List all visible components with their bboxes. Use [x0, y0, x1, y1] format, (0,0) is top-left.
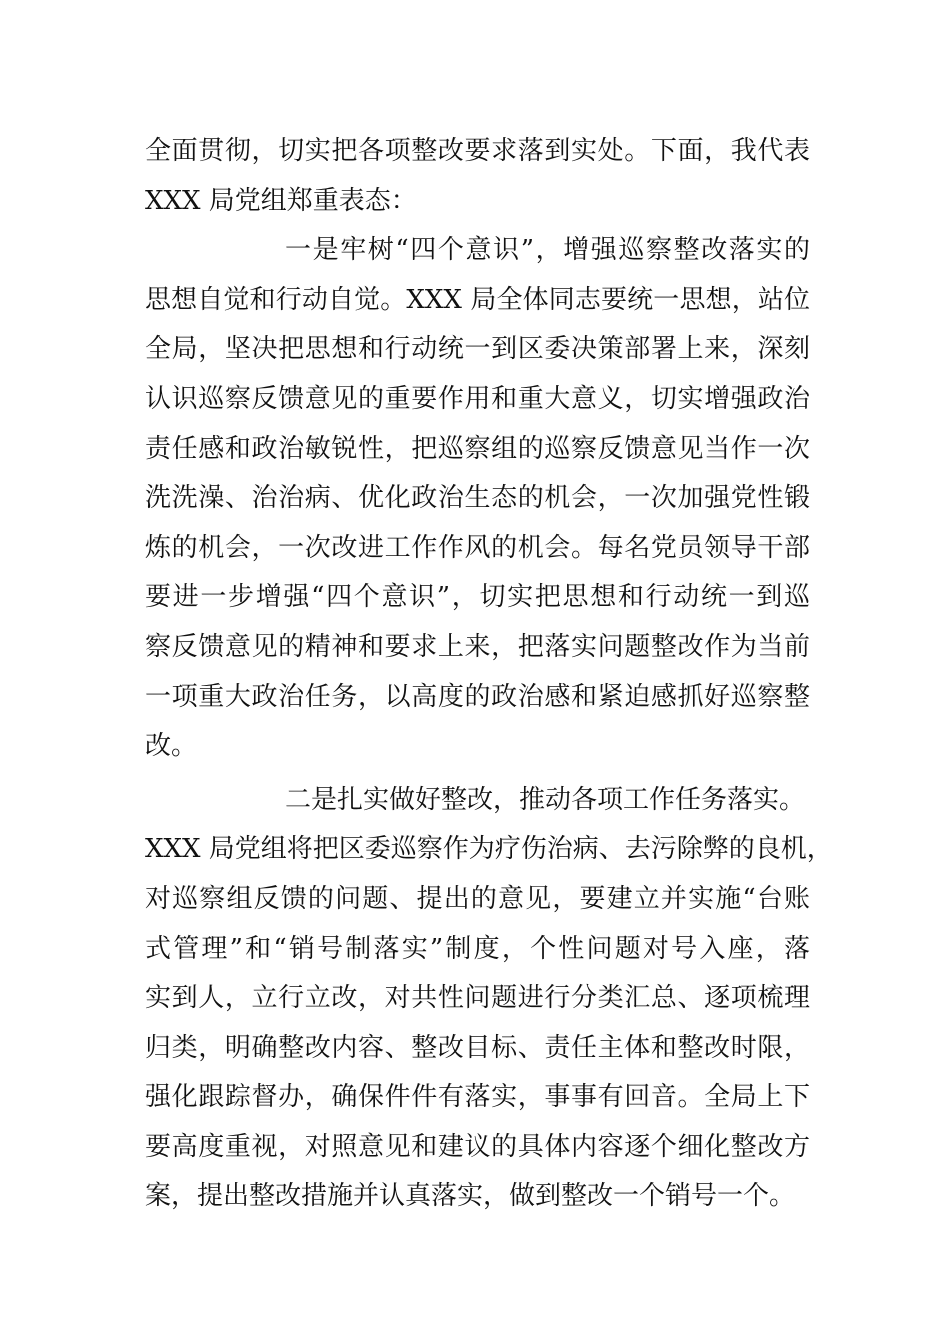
text-line: 洗洗澡、治治病、优化政治生态的机会，一次加强党性锻: [145, 483, 810, 514]
text-line: 案，提出整改措施并认真落实，做到整改一个销号一个。: [145, 1181, 796, 1212]
text-line: 要高度重视，对照意见和建议的具体内容逐个细化整改方: [145, 1131, 810, 1162]
paragraph-intro: [145, 127, 810, 226]
text-line: 察反馈意见的精神和要求上来，把落实问题整改作为当前: [145, 631, 810, 662]
text-line: 全局，坚决把思想和行动统一到区委决策部署上来，深刻: [145, 334, 810, 365]
paragraph-two: [145, 776, 833, 1222]
text-line: 一项重大政治任务，以高度的政治感和紧迫感抓好巡察整: [145, 681, 810, 712]
text-line: 对巡察组反馈的问题、提出的意见，要建立并实施“台账: [145, 883, 810, 914]
text-line: 式管理”和“销号制落实”制度，个性问题对号入座，落: [145, 933, 810, 964]
text-line: XXX 局党组将把区委巡察作为疗伤治病、去污除弊的良机，: [145, 834, 833, 865]
text-line: 思想自觉和行动自觉。XXX 局全体同志要统一思想，站位: [145, 284, 810, 315]
text-line: 改。: [145, 731, 198, 762]
text-line: 一是牢树“四个意识”，增强巡察整改落实的: [285, 235, 810, 266]
text-line: 责任感和政治敏锐性，把巡察组的巡察反馈意见当作一次: [145, 433, 810, 464]
paragraph-one: [145, 226, 810, 772]
document-body: [145, 127, 833, 1222]
text-line: 全面贯彻，切实把各项整改要求落到实处。下面，我代表: [145, 136, 810, 166]
text-line: XXX 局党组郑重表态：: [145, 185, 417, 216]
text-line: 强化跟踪督办，确保件件有落实，事事有回音。全局上下: [145, 1082, 810, 1113]
text-line: 要进一步增强“四个意识”，切实把思想和行动统一到巡: [145, 582, 810, 613]
text-line: 炼的机会，一次改进工作作风的机会。每名党员领导干部: [145, 532, 810, 563]
text-line: 归类，明确整改内容、整改目标、责任主体和整改时限，: [145, 1032, 810, 1063]
text-line: 二是扎实做好整改，推动各项工作任务落实。: [285, 784, 806, 815]
text-line: 实到人，立行立改，对共性问题进行分类汇总、逐项梳理: [145, 983, 810, 1014]
text-line: 认识巡察反馈意见的重要作用和重大意义，切实增强政治: [145, 383, 810, 414]
